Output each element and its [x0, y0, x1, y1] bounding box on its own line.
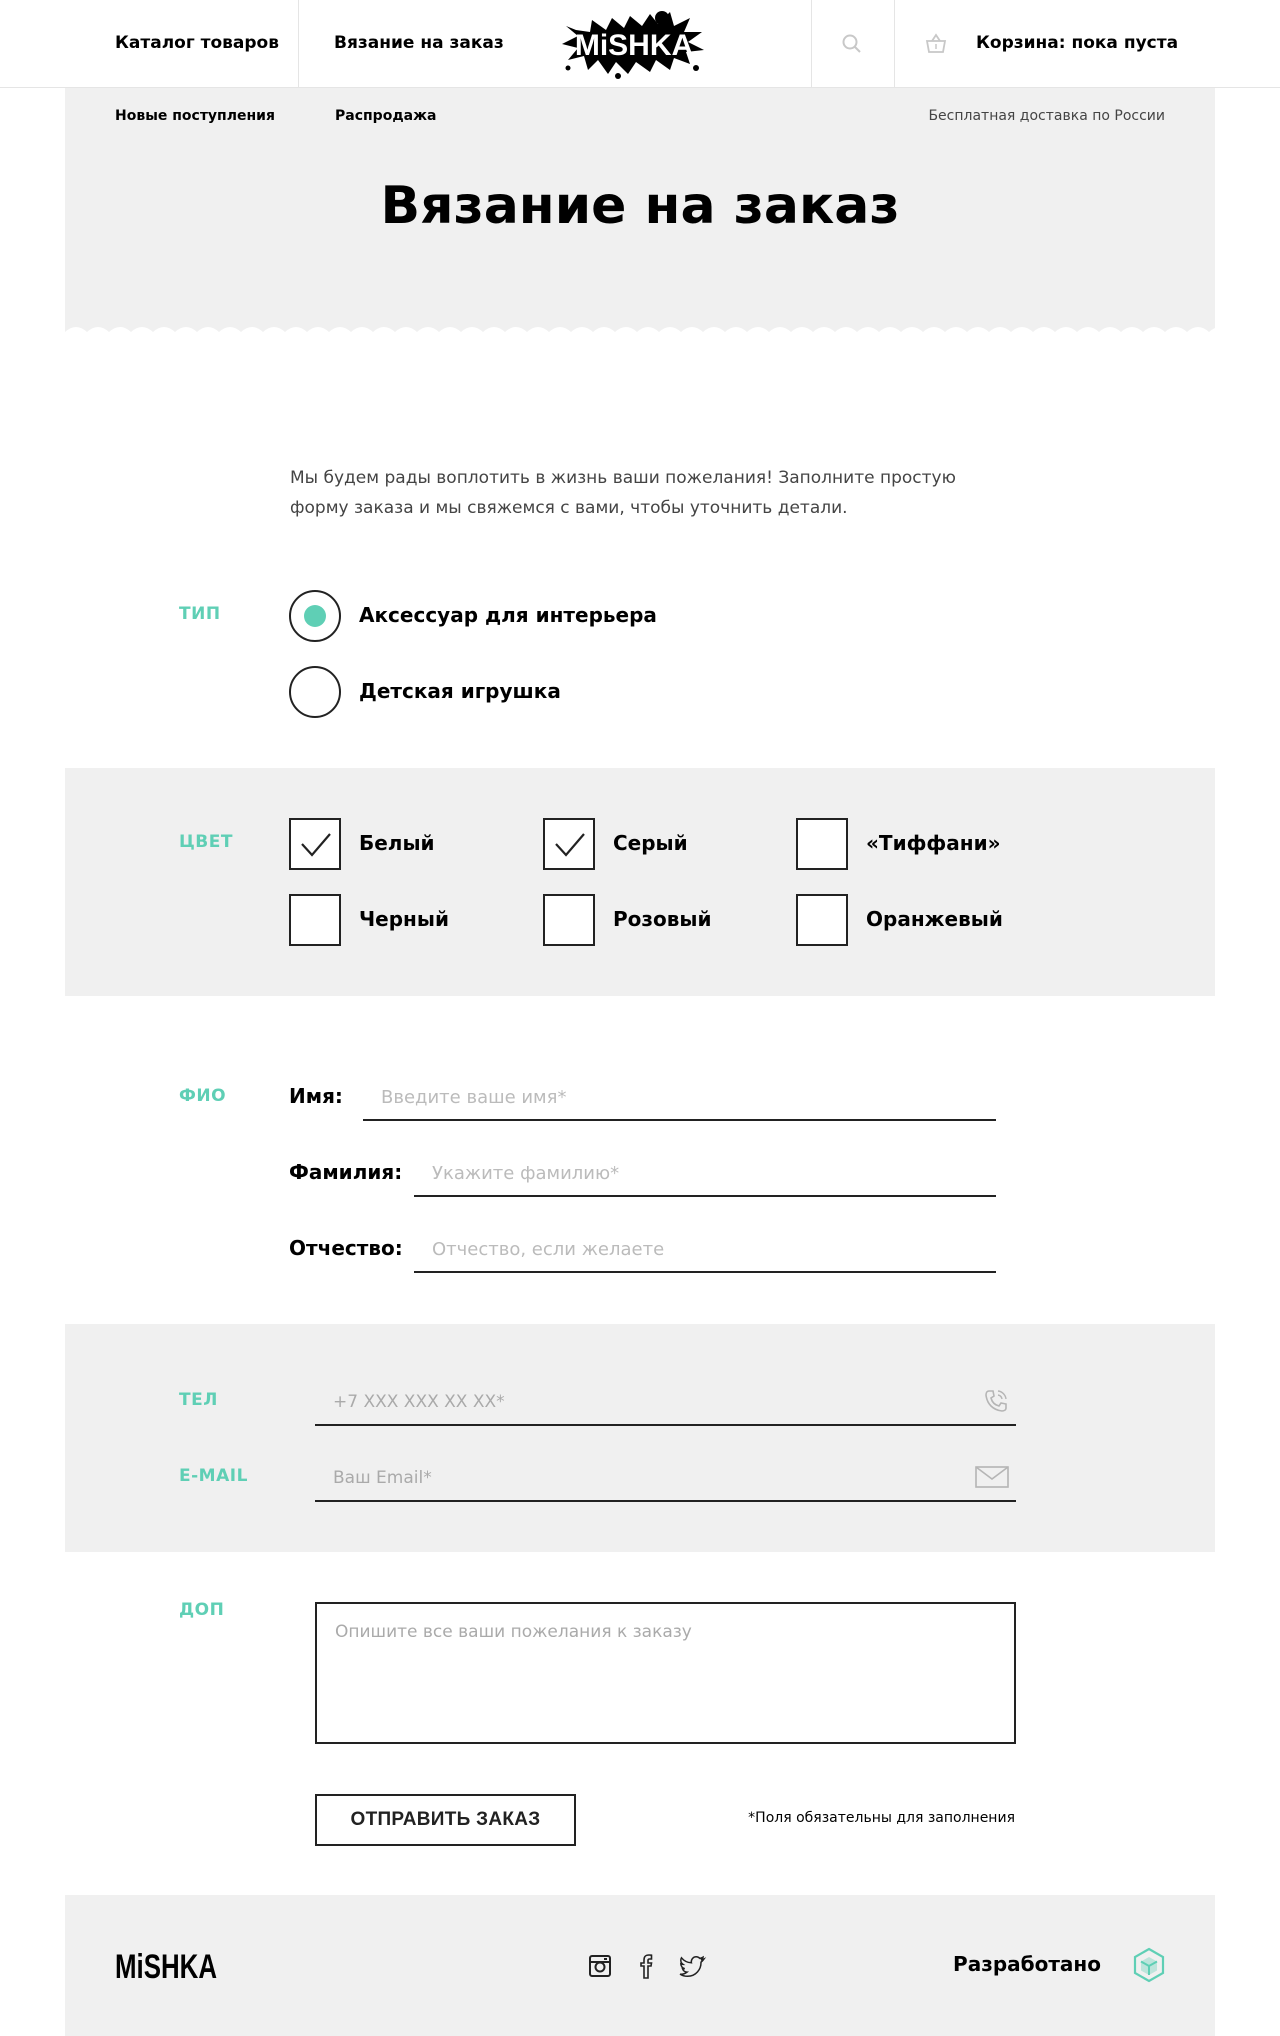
cart-link[interactable]: Корзина: пока пуста: [976, 33, 1179, 53]
twitter-icon[interactable]: [680, 1953, 706, 1979]
checkbox-white[interactable]: [289, 818, 341, 870]
logo-splat-icon: [558, 8, 710, 82]
checkbox-label-white[interactable]: Белый: [359, 831, 435, 855]
radio-kids-toy[interactable]: [289, 666, 341, 718]
email-input[interactable]: [315, 1456, 1016, 1502]
middle-name-label: Отчество:: [289, 1236, 403, 1260]
color-section: [65, 768, 1215, 996]
check-icon: [299, 830, 333, 860]
check-icon: [553, 830, 587, 860]
checkbox-tiffany[interactable]: [796, 818, 848, 870]
type-section-label: ТИП: [179, 604, 221, 624]
middle-name-input[interactable]: [414, 1227, 996, 1273]
nav-catalog-link[interactable]: Каталог товаров: [115, 33, 279, 53]
phone-input[interactable]: [315, 1380, 1016, 1426]
nav-divider: [811, 0, 812, 87]
nav-custom-knitting-link[interactable]: Вязание на заказ: [334, 33, 504, 53]
contact-section: [65, 1324, 1215, 1552]
name-section-label: ФИО: [179, 1086, 227, 1106]
color-section-label: ЦВЕТ: [179, 832, 233, 852]
checkbox-label-pink[interactable]: Розовый: [613, 907, 712, 931]
developer-logo-icon[interactable]: [1133, 1947, 1165, 1983]
radio-selected-dot: [304, 605, 326, 627]
radio-label-interior-accessory[interactable]: Аксессуар для интерьера: [359, 603, 657, 627]
instagram-icon[interactable]: [587, 1953, 613, 1979]
required-fields-note: *Поля обязательны для заполнения: [748, 1810, 1015, 1826]
radio-label-kids-toy[interactable]: Детская игрушка: [359, 679, 561, 703]
checkbox-gray[interactable]: [543, 818, 595, 870]
first-name-input[interactable]: [363, 1075, 996, 1121]
phone-section-label: ТЕЛ: [179, 1390, 218, 1410]
nav-sale-link[interactable]: Распродажа: [335, 108, 437, 124]
checkbox-label-orange[interactable]: Оранжевый: [866, 907, 1003, 931]
wishes-textarea[interactable]: [315, 1602, 1016, 1744]
page-hero: [65, 88, 1215, 344]
wave-divider: [65, 320, 1215, 346]
checkbox-black[interactable]: [289, 894, 341, 946]
facebook-icon[interactable]: [634, 1953, 660, 1979]
intro-text: Мы будем рады воплотить в жизнь ваши пожелания! Заполните простую форму заказа и мы свяжемся с вами, чтобы уточнить детали.: [290, 468, 956, 518]
phone-icon: [983, 1388, 1009, 1414]
page-title: Вязание на заказ: [380, 176, 900, 236]
site-header: [0, 0, 1280, 88]
site-footer: [65, 1895, 1215, 2036]
svg-text:MiSHKA: MiSHKA: [115, 1948, 217, 1986]
last-name-input[interactable]: [414, 1151, 996, 1197]
svg-text:MiSHKA: MiSHKA: [574, 29, 694, 62]
extra-section-label: ДОП: [179, 1600, 225, 1620]
nav-divider: [298, 0, 299, 87]
checkbox-label-black[interactable]: Черный: [359, 907, 449, 931]
nav-divider: [894, 0, 895, 87]
developed-by-label: Разработано: [953, 1952, 1101, 1976]
checkbox-label-tiffany[interactable]: «Тиффани»: [866, 831, 1001, 855]
search-icon[interactable]: [840, 32, 864, 56]
radio-interior-accessory[interactable]: [289, 590, 341, 642]
envelope-icon: [974, 1464, 1010, 1490]
email-section-label: E-MAIL: [179, 1466, 248, 1486]
first-name-label: Имя:: [289, 1084, 343, 1108]
basket-icon[interactable]: [924, 32, 948, 56]
checkbox-orange[interactable]: [796, 894, 848, 946]
submit-order-button[interactable]: ОТПРАВИТЬ ЗАКАЗ: [315, 1794, 576, 1846]
site-logo[interactable]: [558, 8, 710, 82]
checkbox-pink[interactable]: [543, 894, 595, 946]
last-name-label: Фамилия:: [289, 1160, 403, 1184]
nav-new-arrivals-link[interactable]: Новые поступления: [115, 108, 275, 124]
checkbox-label-gray[interactable]: Серый: [613, 831, 688, 855]
free-delivery-note: Бесплатная доставка по России: [928, 108, 1165, 124]
footer-logo[interactable]: [115, 1941, 219, 1987]
